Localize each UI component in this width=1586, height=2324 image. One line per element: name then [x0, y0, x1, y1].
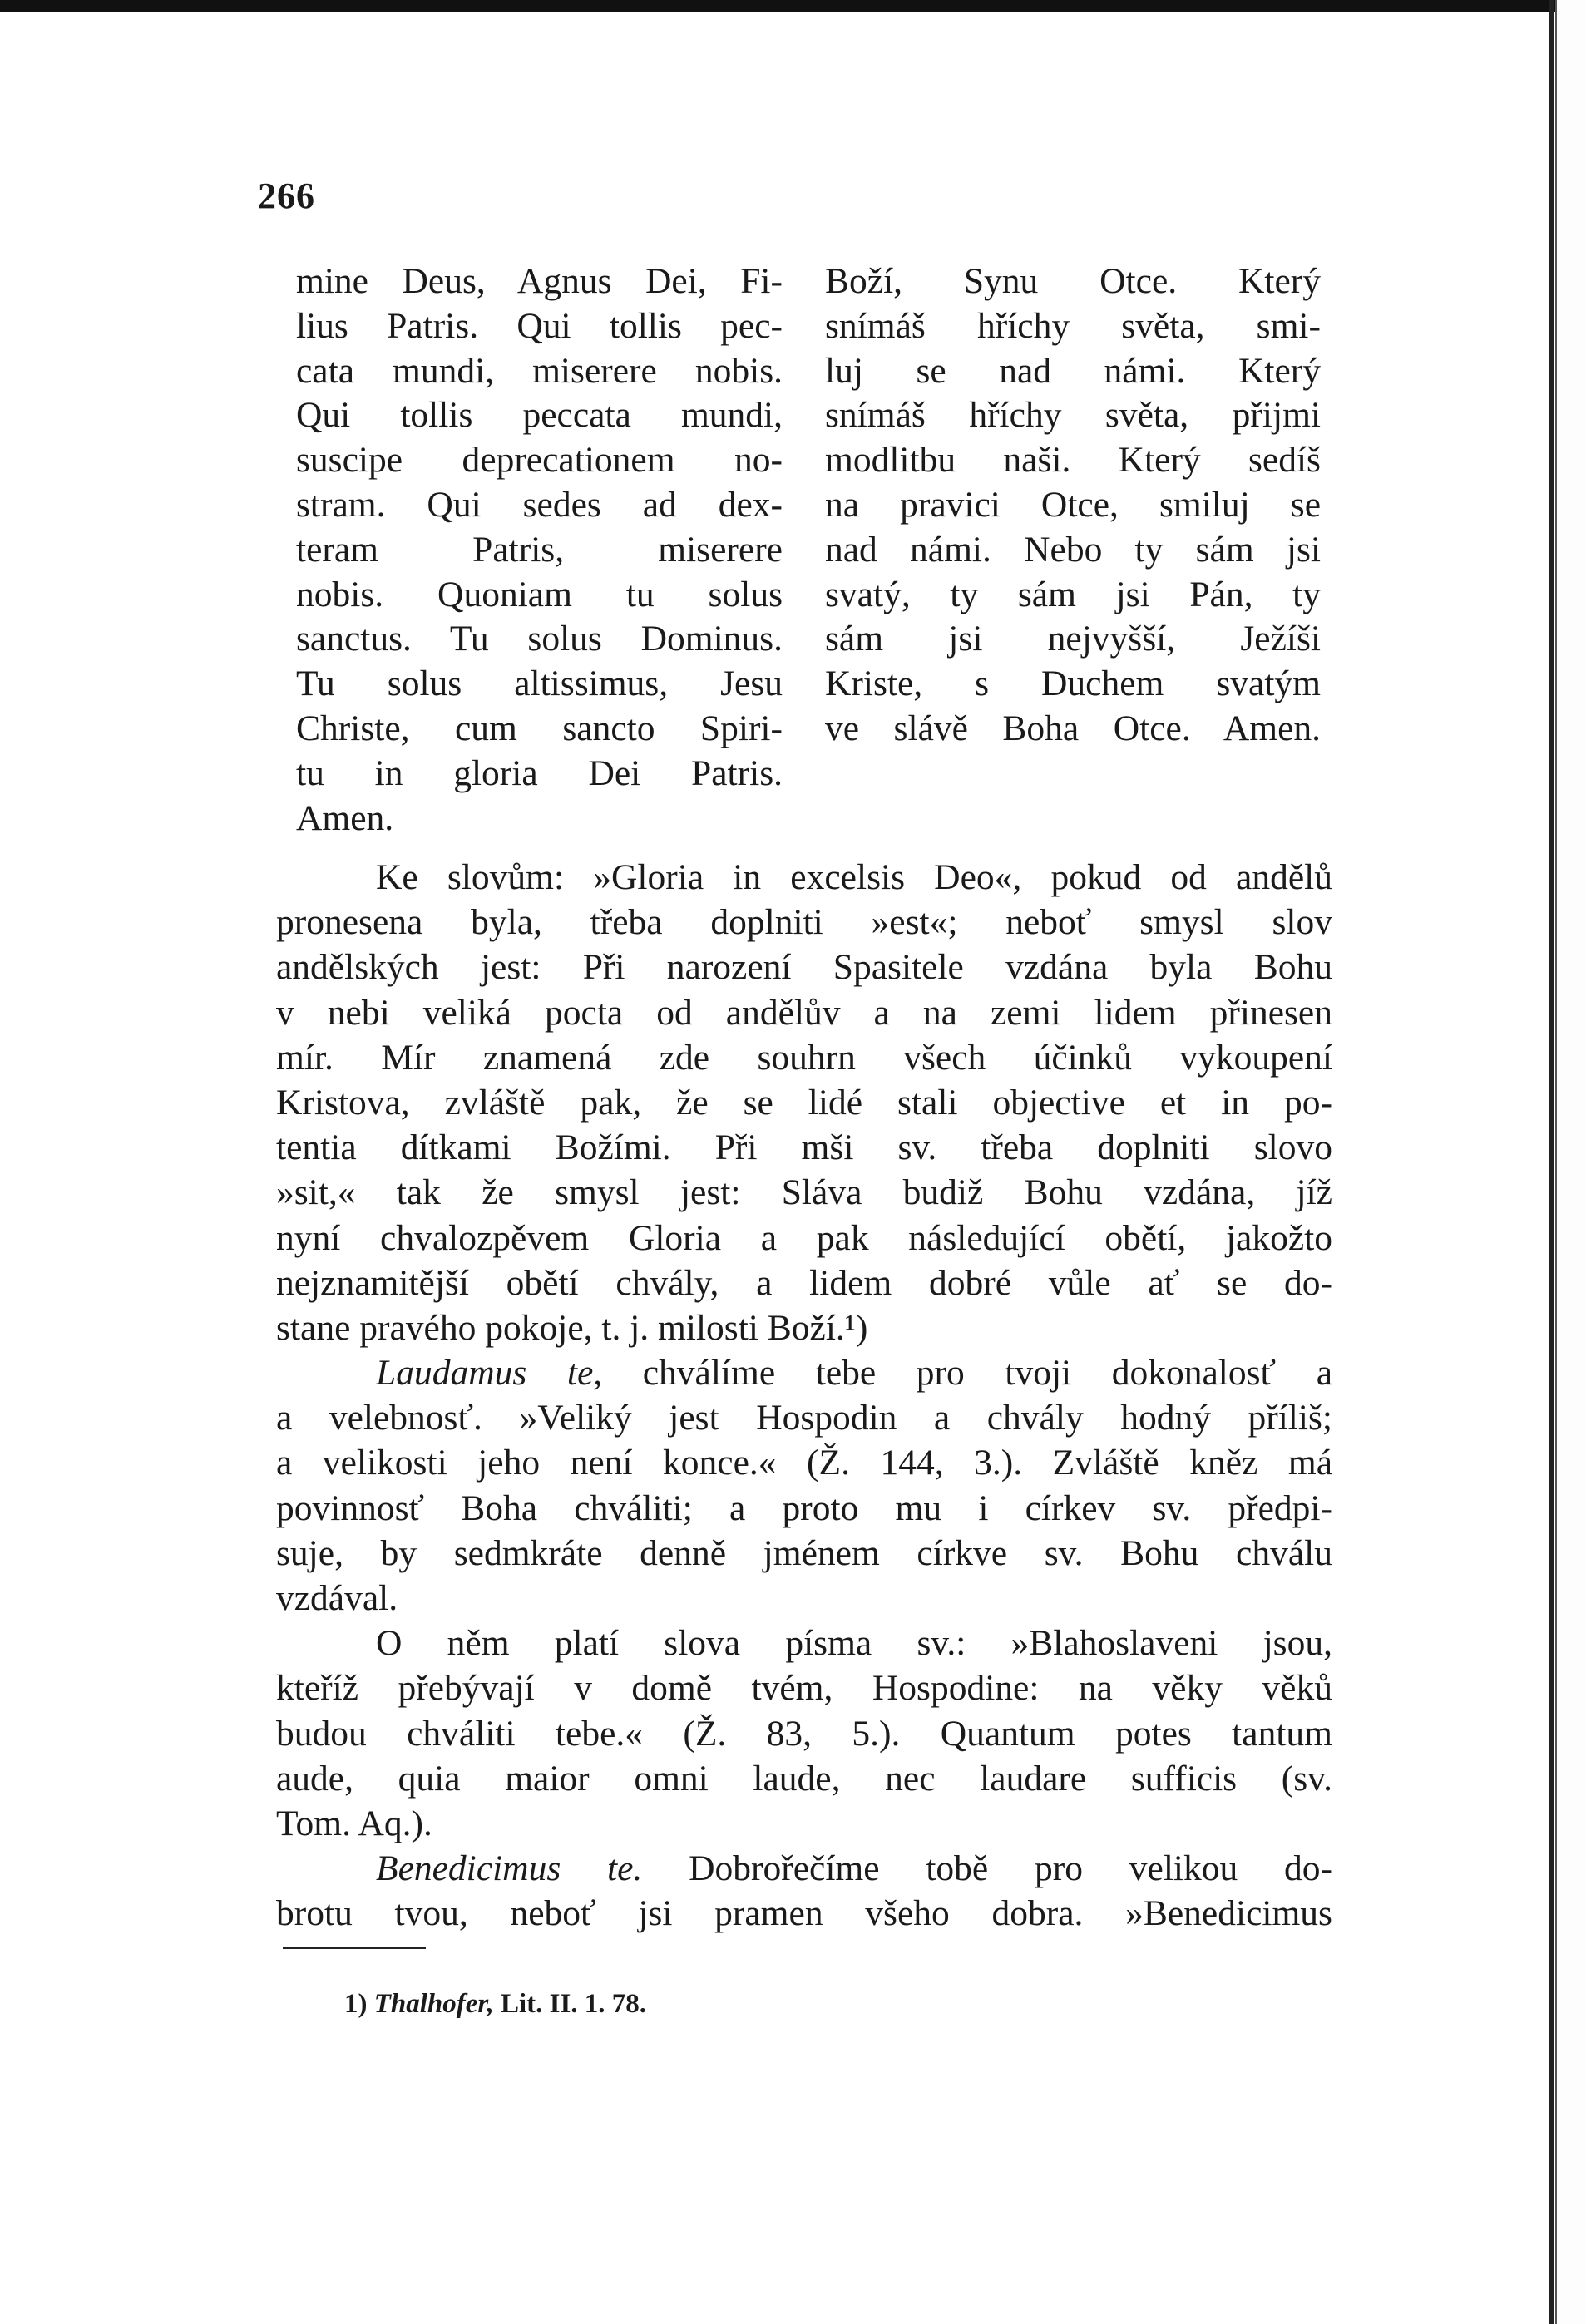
latin-line: nobis. Quoniam tu solus — [296, 574, 783, 614]
latin-line: Tu solus altissimus, Jesu — [296, 664, 783, 704]
body-line — [276, 1846, 1332, 1891]
body-line — [276, 1350, 1332, 1395]
czech-line: luj se nad námi. Který — [825, 350, 1321, 391]
latin-line: lius Patris. Qui tollis pec- — [296, 305, 783, 346]
italic-lead: Laudamus te, — [376, 1353, 603, 1394]
scan-border-top — [0, 0, 1586, 12]
czech-line: nad námi. Nebo ty sám jsi — [825, 529, 1321, 570]
czech-column — [825, 259, 1324, 752]
latin-line: mine Deus, Agnus Dei, Fi- — [296, 261, 783, 301]
latin-column — [296, 259, 783, 841]
latin-line: sanctus. Tu solus Dominus. — [296, 619, 783, 659]
body-line: stane pravého pokoje, t. j. milosti Boží.¹) — [276, 1307, 868, 1348]
czech-line: sám jsi nejvyšší, Ježíši — [825, 619, 1321, 659]
body-line: mír. Mír znamená zde souhrn všech účinků vykoupení — [276, 1037, 1332, 1078]
body-line: Ke slovům: »Gloria in excelsis Deo«, pokud od andělů — [376, 857, 1332, 897]
latin-line: cata mundi, miserere nobis. — [296, 350, 783, 391]
body-line: »sit,« tak že smysl jest: Sláva budiž Bohu vzdána, jíž — [276, 1172, 1332, 1213]
body-line: andělských jest: Při narození Spasitele vzdána byla Bohu — [276, 947, 1332, 988]
body-line: Kristova, zvláště pak, že se lidé stali objective et in po- — [276, 1082, 1332, 1123]
body-text — [276, 855, 1332, 1937]
footnote-marker: 1) — [344, 1989, 368, 2019]
latin-line: Christe, cum sancto Spiri- — [296, 708, 783, 748]
latin-line: Amen. — [296, 797, 394, 838]
page-number: 266 — [258, 175, 315, 216]
body-line: budou chváliti tebe.« (Ž. 83, 5.). Quantum potes tantum — [276, 1713, 1332, 1754]
latin-line: tu in gloria Dei Patris. — [296, 752, 783, 793]
body-line: aude, quia maior omni laude, nec laudare sufficis (sv. — [276, 1758, 1332, 1799]
latin-line: Qui tollis peccata mundi, — [296, 395, 783, 436]
czech-line: ve slávě Boha Otce. Amen. — [825, 708, 1321, 748]
body-line: a velikosti jeho není konce.« (Ž. 144, 3.). Zvláště kněz má — [276, 1443, 1332, 1483]
body-line: a velebnosť. »Veliký jest Hospodin a chvály hodný příliš; — [276, 1398, 1332, 1438]
czech-line: Boží, Synu Otce. Který — [825, 261, 1321, 301]
body-line: povinnosť Boha chváliti; a proto mu i církev sv. předpi- — [276, 1488, 1332, 1528]
czech-line: snímáš hříchy světa, smi- — [825, 305, 1321, 346]
czech-line: modlitbu naši. Který sedíš — [825, 440, 1321, 481]
body-line: pronesena byla, třeba doplniti »est«; neboť smysl slov — [276, 902, 1332, 943]
body-line: O něm platí slova písma sv.: »Blahoslaveni jsou, — [376, 1623, 1332, 1664]
body-line: Tom. Aq.). — [276, 1803, 432, 1843]
body-line: suje, by sedmkráte denně jménem církve sv. Bohu chválu — [276, 1532, 1332, 1573]
footnote-rule — [283, 1947, 426, 1949]
scan-border-right — [1549, 0, 1554, 2324]
czech-line: snímáš hříchy světa, přijmi — [825, 395, 1321, 436]
footnote — [344, 1989, 646, 2020]
latin-line: stram. Qui sedes ad dex- — [296, 484, 783, 525]
scan-margin-right — [1555, 0, 1586, 2324]
body-line: vzdával. — [276, 1578, 398, 1618]
body-line: brotu tvou, neboť jsi pramen všeho dobra. »Benedicimus — [276, 1893, 1332, 1934]
body-fragment: chválíme tebe pro tvoji dokonalosť a — [642, 1353, 1332, 1394]
body-fragment: Dobrořečíme tobě pro velikou do- — [689, 1848, 1333, 1889]
czech-line: Kriste, s Duchem svatým — [825, 664, 1321, 704]
body-line: nyní chvalozpěvem Gloria a pak následující obětí, jakožto — [276, 1217, 1332, 1258]
czech-line: svatý, ty sám jsi Pán, ty — [825, 574, 1321, 614]
czech-line: na pravici Otce, smiluj se — [825, 484, 1321, 525]
italic-lead: Benedicimus te. — [376, 1848, 643, 1889]
footnote-ref: Lit. II. 1. 78. — [500, 1989, 647, 2019]
body-line: kteříž přebývají v domě tvém, Hospodine: na věky věků — [276, 1668, 1332, 1709]
body-line: v nebi veliká pocta od andělův a na zemi lidem přinesen — [276, 992, 1332, 1033]
latin-line: teram Patris, miserere — [296, 529, 783, 570]
body-line: tentia dítkami Božími. Při mši sv. třeba doplniti slovo — [276, 1127, 1332, 1168]
footnote-author: Thalhofer, — [373, 1989, 494, 2019]
latin-line: suscipe deprecationem no- — [296, 440, 783, 481]
body-line: nejznamitější obětí chvály, a lidem dobré vůle ať se do- — [276, 1262, 1332, 1303]
